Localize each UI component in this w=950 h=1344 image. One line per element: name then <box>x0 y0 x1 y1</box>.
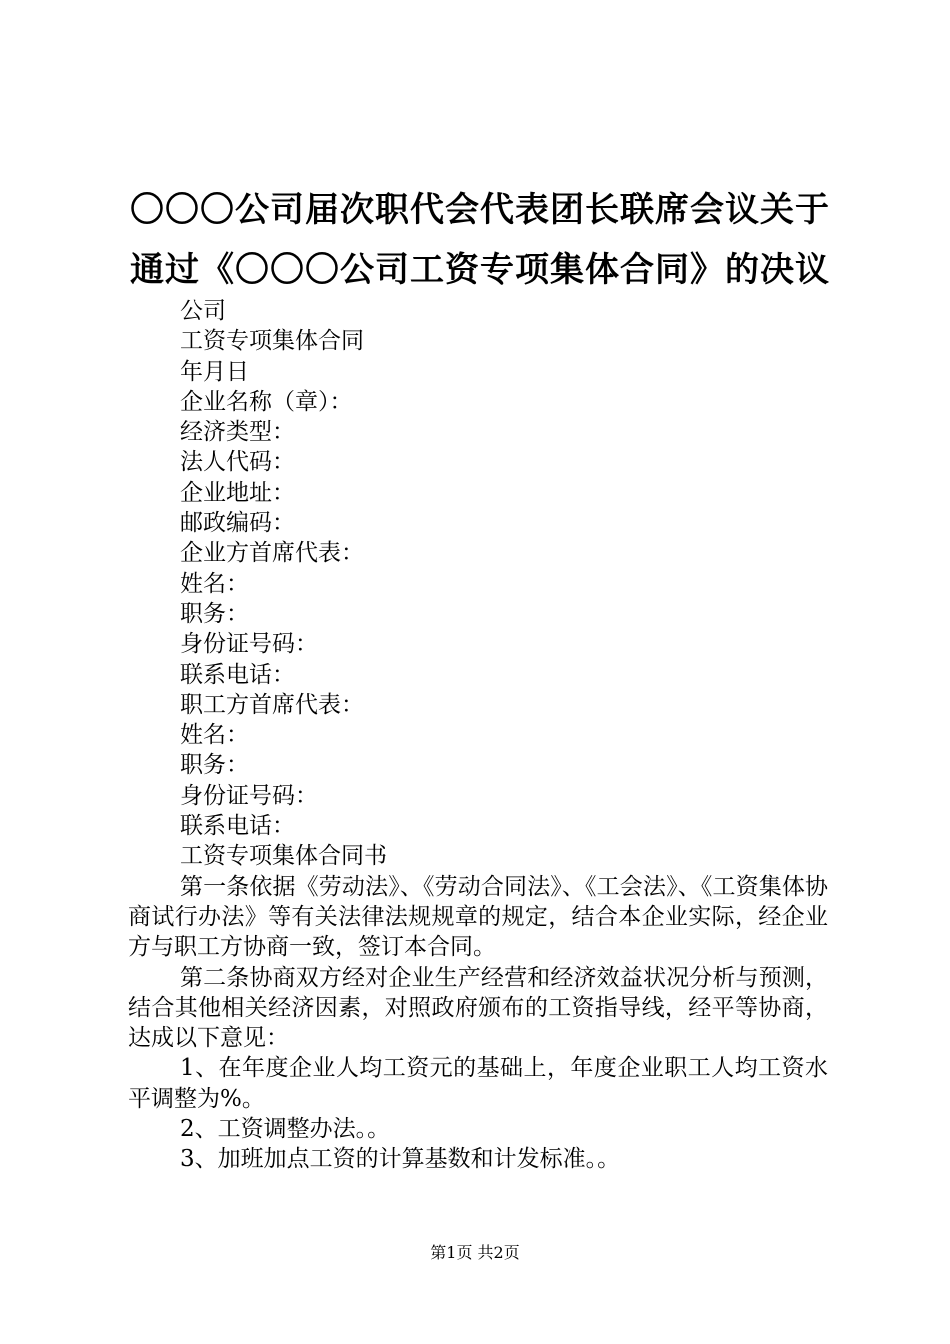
field-line-company: 公司 <box>180 298 226 324</box>
document-body <box>128 296 828 1175</box>
list-item: 3、加班加点工资的计算基数和计发标准。。 <box>180 1146 621 1173</box>
list-item: 2、工资调整办法。。 <box>180 1116 391 1143</box>
field-line-id-number: 身份证号码： <box>180 782 318 809</box>
title-line-2: 通过《〇〇〇公司工资专项集体合同》的决议 <box>130 250 830 290</box>
field-line-position: 职务： <box>180 752 249 779</box>
field-line-address: 企业地址： <box>180 479 295 506</box>
field-line-postcode: 邮政编码： <box>180 510 295 537</box>
field-line-enterprise-rep: 企业方首席代表： <box>180 540 364 567</box>
field-line-economic-type: 经济类型： <box>180 419 295 446</box>
document-title <box>110 180 850 300</box>
title-line-1: 〇〇〇公司届次职代会代表团长联席会议关于 <box>130 190 830 230</box>
field-line-legal-code: 法人代码： <box>180 449 295 476</box>
article-paragraph: 第二条协商双方经对企业生产经营和经济效益状况分析与预测，结合其他相关经济因素，对照政府颁布的工资指导线，经平等协商，达成以下意见： <box>128 964 828 1052</box>
field-line-date: 年月日 <box>180 358 249 385</box>
field-line-worker-rep: 职工方首席代表： <box>180 691 364 718</box>
page-number: 第1页 共2页 <box>430 1243 520 1262</box>
field-line-phone: 联系电话： <box>180 813 295 840</box>
field-line-name: 姓名： <box>180 722 249 749</box>
article-paragraph: 第一条依据《劳动法》、《劳动合同法》、《工会法》、《工资集体协商试行办法》等有关法律法规规章的规定，结合本企业实际，经企业方与职工方协商一致，签订本合同。 <box>128 873 828 961</box>
field-line-contract-name: 工资专项集体合同 <box>180 328 364 355</box>
field-line-enterprise-name: 企业名称（章）： <box>180 388 353 415</box>
section-heading: 工资专项集体合同书 <box>180 843 387 870</box>
field-line-position: 职务： <box>180 600 249 627</box>
field-line-name: 姓名： <box>180 570 249 597</box>
field-line-phone: 联系电话： <box>180 661 295 688</box>
list-item: 1、在年度企业人均工资元的基础上，年度企业职工人均工资水平调整为%。 <box>128 1055 828 1112</box>
field-line-id-number: 身份证号码： <box>180 631 318 658</box>
